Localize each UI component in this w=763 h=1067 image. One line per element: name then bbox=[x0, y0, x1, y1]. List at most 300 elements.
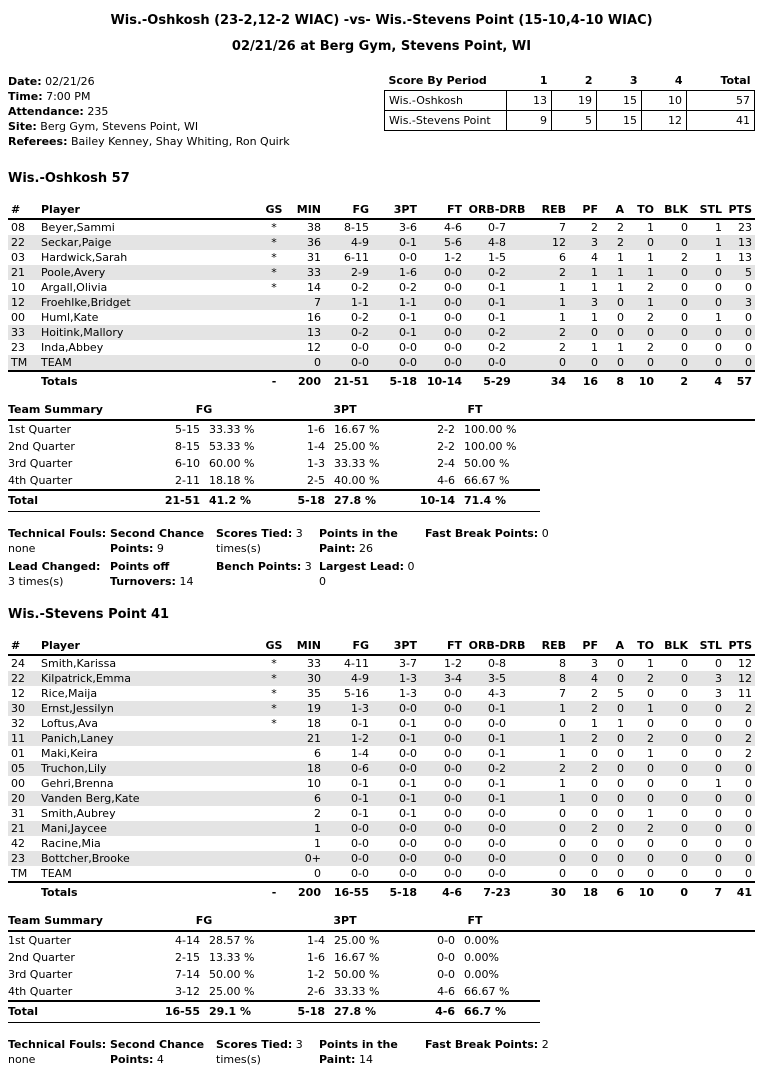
cell: 11 bbox=[11, 732, 25, 745]
cell: 21 bbox=[307, 732, 321, 745]
cell: 1 bbox=[647, 266, 654, 279]
cell: 25.00 % bbox=[334, 934, 380, 947]
table-row bbox=[8, 671, 755, 686]
cell: 2 bbox=[559, 326, 566, 339]
cell: 0-1 bbox=[399, 732, 417, 745]
summary-spacer bbox=[540, 401, 755, 420]
cell: 0-1 bbox=[488, 777, 506, 790]
cell: 0 bbox=[559, 807, 566, 820]
cell: 0-2 bbox=[488, 266, 506, 279]
column-header: MIN bbox=[289, 638, 324, 655]
column-header: BLK bbox=[657, 638, 691, 655]
cell: 10 bbox=[627, 371, 657, 389]
table-row bbox=[8, 219, 755, 235]
cell: 0 bbox=[715, 341, 722, 354]
cell: 0 bbox=[715, 852, 722, 865]
stat-label: Scores Tied: bbox=[216, 527, 293, 540]
score-table-header-row bbox=[385, 72, 755, 91]
cell: 1 bbox=[715, 251, 722, 264]
cell: 5 bbox=[617, 687, 624, 700]
cell: 1-2 bbox=[351, 732, 369, 745]
stat-value: 3 times(s) bbox=[8, 575, 64, 588]
cell: 0 bbox=[681, 236, 688, 249]
column-header: 4 bbox=[674, 74, 683, 87]
table-row bbox=[8, 776, 755, 791]
cell: 1 bbox=[559, 311, 566, 324]
cell: 31 bbox=[307, 251, 321, 264]
cell: 0 bbox=[681, 867, 688, 880]
cell: 0 bbox=[745, 356, 752, 369]
cell bbox=[8, 371, 38, 389]
stat-value: Bailey Kenney, Shay Whiting, Ron Quirk bbox=[67, 135, 290, 148]
cell: 12 bbox=[11, 687, 25, 700]
cell: 0-1 bbox=[488, 747, 506, 760]
cell: 1 bbox=[314, 822, 321, 835]
cell: 1 bbox=[591, 341, 598, 354]
cell: 0 bbox=[745, 792, 752, 805]
cell: 1 bbox=[559, 702, 566, 715]
cell: 0-0 bbox=[444, 687, 462, 700]
cell: 0 bbox=[647, 777, 654, 790]
cell: Poole,Avery bbox=[41, 266, 106, 279]
cell: 0 bbox=[617, 296, 624, 309]
cell: 0 bbox=[745, 326, 752, 339]
cell: 0 bbox=[657, 882, 691, 900]
cell: 0 bbox=[647, 852, 654, 865]
cell: 21 bbox=[11, 822, 25, 835]
cell: 4 bbox=[591, 672, 598, 685]
cell: 2-11 bbox=[175, 474, 200, 487]
cell: 0 bbox=[681, 221, 688, 234]
cell bbox=[259, 806, 289, 821]
cell: 4 bbox=[591, 251, 598, 264]
cell: 3 bbox=[591, 296, 598, 309]
cell: 0-0 bbox=[444, 762, 462, 775]
cell: 2 bbox=[657, 371, 691, 389]
cell: 4-9 bbox=[351, 236, 369, 249]
cell: 24 bbox=[11, 657, 25, 670]
table-row bbox=[8, 949, 755, 966]
cell: 0-1 bbox=[488, 281, 506, 294]
cell: 100.00 % bbox=[464, 423, 517, 436]
cell: 0 bbox=[647, 762, 654, 775]
cell: 4 bbox=[691, 371, 725, 389]
table-row bbox=[8, 371, 755, 389]
cell: 0 bbox=[715, 281, 722, 294]
cell: 0 bbox=[617, 852, 624, 865]
table-row bbox=[385, 111, 755, 131]
cell: 0-2 bbox=[488, 762, 506, 775]
cell: 2-15 bbox=[175, 951, 200, 964]
stat-value: 7:00 PM bbox=[42, 90, 91, 103]
cell: 0-0 bbox=[444, 852, 462, 865]
column-header: MIN bbox=[289, 202, 324, 219]
column-header: ORB-DRB bbox=[465, 638, 529, 655]
table-row bbox=[8, 420, 755, 438]
cell: 3-12 bbox=[175, 985, 200, 998]
cell: 5-29 bbox=[465, 371, 529, 389]
table-row bbox=[8, 265, 755, 280]
cell bbox=[259, 776, 289, 791]
cell: 8-15 bbox=[344, 221, 369, 234]
cell: 0 bbox=[745, 311, 752, 324]
cell: 50.00 % bbox=[464, 457, 510, 470]
cell bbox=[259, 340, 289, 355]
stat-label: Lead Changed: bbox=[8, 560, 101, 573]
cell: Racine,Mia bbox=[41, 837, 101, 850]
cell: 0 bbox=[647, 837, 654, 850]
cell: 1-6 bbox=[307, 423, 326, 436]
cell: Kilpatrick,Emma bbox=[41, 672, 131, 685]
stat-label: Fast Break Points: bbox=[425, 527, 539, 540]
cell: Seckar,Paige bbox=[41, 236, 112, 249]
cell: 11 bbox=[738, 687, 752, 700]
cell: 16-55 bbox=[128, 1001, 200, 1023]
cell: 0 bbox=[617, 792, 624, 805]
cell: 0 bbox=[617, 672, 624, 685]
cell: 1 bbox=[647, 657, 654, 670]
column-header: Player bbox=[38, 202, 259, 219]
cell: 3 bbox=[591, 236, 598, 249]
cell: 2 bbox=[647, 341, 654, 354]
cell: 5-16 bbox=[344, 687, 369, 700]
cell: 7-14 bbox=[175, 968, 200, 981]
cell: 8-15 bbox=[175, 440, 200, 453]
cell: 2nd Quarter bbox=[8, 440, 75, 453]
cell: 0 bbox=[681, 732, 688, 745]
cell: 7-23 bbox=[465, 882, 529, 900]
stat-item bbox=[319, 1037, 423, 1067]
summary-header-row bbox=[8, 912, 755, 931]
cell: 2 bbox=[647, 822, 654, 835]
cell: 0-0 bbox=[437, 934, 456, 947]
cell: 12 bbox=[552, 236, 566, 249]
cell: 2-4 bbox=[437, 457, 456, 470]
cell: 1-1 bbox=[351, 296, 369, 309]
cell: 1-6 bbox=[307, 951, 326, 964]
cell: 0 bbox=[559, 867, 566, 880]
column-header: GS bbox=[259, 202, 289, 219]
cell bbox=[259, 295, 289, 310]
cell: 0-1 bbox=[351, 792, 369, 805]
cell: 0-0 bbox=[444, 311, 462, 324]
cell: Wis.-Oshkosh bbox=[385, 91, 507, 111]
cell: 05 bbox=[11, 762, 25, 775]
column-header: # bbox=[8, 638, 38, 655]
cell: 0 bbox=[745, 777, 752, 790]
table-row bbox=[8, 686, 755, 701]
cell: 2 bbox=[647, 311, 654, 324]
cell: 1 bbox=[715, 236, 722, 249]
cell: 12 bbox=[11, 296, 25, 309]
cell: 2 bbox=[591, 702, 598, 715]
stats-row-2 bbox=[8, 559, 755, 589]
cell: 0 bbox=[681, 702, 688, 715]
table-row bbox=[8, 325, 755, 340]
table-row bbox=[8, 355, 755, 371]
cell bbox=[259, 746, 289, 761]
cell: 1-4 bbox=[307, 440, 326, 453]
cell: 31 bbox=[11, 807, 25, 820]
cell: 66.7 % bbox=[455, 1001, 540, 1023]
cell: 34 bbox=[529, 371, 569, 389]
cell: 0-1 bbox=[399, 792, 417, 805]
cell: 0 bbox=[681, 356, 688, 369]
cell: 2 bbox=[745, 732, 752, 745]
cell: 0-0 bbox=[488, 852, 506, 865]
cell: 3 bbox=[591, 657, 598, 670]
cell: 10 bbox=[11, 281, 25, 294]
cell: 12 bbox=[642, 111, 687, 131]
cell: 4th Quarter bbox=[8, 985, 73, 998]
table-row bbox=[8, 983, 755, 1001]
cell: 6-10 bbox=[175, 457, 200, 470]
cell: Hardwick,Sarah bbox=[41, 251, 128, 264]
cell: Maki,Keira bbox=[41, 747, 98, 760]
stat-item bbox=[8, 104, 290, 119]
cell: 0-0 bbox=[399, 702, 417, 715]
cell: 0 bbox=[681, 837, 688, 850]
cell: 2 bbox=[591, 762, 598, 775]
cell: 2 bbox=[745, 747, 752, 760]
stat-item bbox=[110, 559, 214, 589]
cell: 1 bbox=[647, 296, 654, 309]
cell: 0-1 bbox=[399, 777, 417, 790]
cell: 1 bbox=[715, 221, 722, 234]
cell: 13 bbox=[507, 91, 552, 111]
cell: 16.67 % bbox=[334, 951, 380, 964]
cell: 0-0 bbox=[444, 281, 462, 294]
cell: 0 bbox=[591, 867, 598, 880]
cell: 0-0 bbox=[351, 341, 369, 354]
cell: - bbox=[259, 371, 289, 389]
stat-item bbox=[319, 559, 423, 589]
cell: 50.00 % bbox=[334, 968, 380, 981]
cell: 1 bbox=[617, 281, 624, 294]
cell: Bottcher,Brooke bbox=[41, 852, 130, 865]
table-row bbox=[8, 821, 755, 836]
box-table-body bbox=[8, 655, 755, 900]
stat-item bbox=[8, 526, 108, 556]
column-header: 3 bbox=[629, 74, 638, 87]
team-summary-table bbox=[8, 912, 755, 1023]
cell: 1 bbox=[715, 311, 722, 324]
cell: Totals bbox=[38, 882, 259, 900]
cell: 2 bbox=[647, 672, 654, 685]
team-stats-footer bbox=[8, 1037, 755, 1067]
cell: 23 bbox=[11, 852, 25, 865]
cell: 0 bbox=[681, 852, 688, 865]
cell: 0-0 bbox=[488, 356, 506, 369]
cell: 0-0 bbox=[488, 717, 506, 730]
cell: 1-4 bbox=[351, 747, 369, 760]
cell: Froehlke,Bridget bbox=[41, 296, 131, 309]
cell: 12 bbox=[738, 672, 752, 685]
cell: 0-0 bbox=[399, 837, 417, 850]
cell: 0 bbox=[559, 837, 566, 850]
team-section-stevens-point bbox=[8, 607, 755, 1067]
cell: 0-0 bbox=[488, 867, 506, 880]
cell: 1-2 bbox=[444, 251, 462, 264]
cell: 0 bbox=[681, 672, 688, 685]
table-row bbox=[8, 791, 755, 806]
cell: 27.8 % bbox=[325, 490, 410, 512]
cell: 1 bbox=[591, 311, 598, 324]
table-row bbox=[8, 731, 755, 746]
score-table-body bbox=[385, 91, 755, 131]
cell: 10 bbox=[307, 777, 321, 790]
table-row bbox=[8, 866, 755, 882]
summary-table-head bbox=[8, 912, 755, 931]
cell: Total bbox=[8, 1001, 128, 1023]
table-row bbox=[8, 455, 755, 472]
cell: 0 bbox=[715, 792, 722, 805]
cell: 0-0 bbox=[399, 341, 417, 354]
cell: 0-0 bbox=[444, 356, 462, 369]
cell: 40.00 % bbox=[334, 474, 380, 487]
cell: 0 bbox=[681, 281, 688, 294]
cell: 1 bbox=[617, 717, 624, 730]
cell: 2-9 bbox=[351, 266, 369, 279]
cell: 0 bbox=[681, 717, 688, 730]
cell: 00 bbox=[11, 311, 25, 324]
cell bbox=[259, 836, 289, 851]
cell: 2 bbox=[647, 281, 654, 294]
stat-label: Points in the Paint: bbox=[319, 1038, 398, 1066]
cell: 33.33 % bbox=[334, 457, 380, 470]
cell: 25.00 % bbox=[209, 985, 255, 998]
cell: Vanden Berg,Kate bbox=[41, 792, 140, 805]
cell: 13 bbox=[738, 236, 752, 249]
column-header: PF bbox=[569, 202, 601, 219]
cell bbox=[259, 731, 289, 746]
cell: * bbox=[271, 221, 277, 234]
cell bbox=[259, 821, 289, 836]
game-info-list bbox=[8, 72, 290, 149]
cell: 23 bbox=[738, 221, 752, 234]
table-row bbox=[8, 716, 755, 731]
cell: 0-0 bbox=[444, 792, 462, 805]
cell: 0-1 bbox=[488, 311, 506, 324]
cell: 0 bbox=[745, 717, 752, 730]
cell: 0 bbox=[647, 717, 654, 730]
cell: 0 bbox=[591, 807, 598, 820]
cell: Total bbox=[8, 490, 128, 512]
cell: 8 bbox=[601, 371, 627, 389]
cell: 53.33 % bbox=[209, 440, 255, 453]
summary-3pt-header: 3PT bbox=[280, 912, 410, 931]
stat-value: Berg Gym, Stevens Point, WI bbox=[36, 120, 199, 133]
cell: 29.1 % bbox=[200, 1001, 280, 1023]
cell: 0 bbox=[715, 762, 722, 775]
cell: 41 bbox=[687, 111, 755, 131]
cell: 0-1 bbox=[351, 807, 369, 820]
cell: 41.2 % bbox=[200, 490, 280, 512]
cell: 2 bbox=[591, 822, 598, 835]
column-header: PF bbox=[569, 638, 601, 655]
cell: 0 bbox=[745, 281, 752, 294]
cell: 1 bbox=[559, 792, 566, 805]
stat-label: Points off Turnovers: bbox=[110, 560, 176, 588]
cell: 1 bbox=[559, 777, 566, 790]
cell: 0 bbox=[617, 311, 624, 324]
cell: 3 bbox=[715, 672, 722, 685]
cell: 2 bbox=[559, 266, 566, 279]
game-header-section bbox=[8, 72, 755, 149]
column-header: ORB-DRB bbox=[465, 202, 529, 219]
column-header: 1 bbox=[539, 74, 548, 87]
cell: 0 bbox=[617, 747, 624, 760]
cell: 0 bbox=[617, 837, 624, 850]
table-row bbox=[8, 235, 755, 250]
cell: 25.00 % bbox=[334, 440, 380, 453]
cell: 0-1 bbox=[399, 807, 417, 820]
column-header: A bbox=[601, 638, 627, 655]
box-table-head bbox=[8, 202, 755, 219]
cell: Mani,Jaycee bbox=[41, 822, 107, 835]
box-score-table bbox=[8, 202, 755, 389]
cell: TEAM bbox=[41, 356, 72, 369]
cell bbox=[259, 310, 289, 325]
cell: 0-0 bbox=[444, 747, 462, 760]
cell: 200 bbox=[289, 371, 324, 389]
cell: * bbox=[271, 236, 277, 249]
cell: 0+ bbox=[304, 852, 321, 865]
column-header: # bbox=[8, 202, 38, 219]
cell: 0-1 bbox=[488, 732, 506, 745]
cell: Gehri,Brenna bbox=[41, 777, 114, 790]
cell: 0 bbox=[681, 341, 688, 354]
column-header: PTS bbox=[725, 202, 755, 219]
cell: 1-5 bbox=[488, 251, 506, 264]
cell: Beyer,Sammi bbox=[41, 221, 115, 234]
column-header: 3PT bbox=[372, 202, 420, 219]
cell: 2 bbox=[591, 732, 598, 745]
box-table-header-row bbox=[8, 202, 755, 219]
cell: 0 bbox=[647, 687, 654, 700]
cell: 0-7 bbox=[488, 221, 506, 234]
stat-value: 0 0 bbox=[319, 560, 415, 588]
matchup-title: Wis.-Oshkosh (23-2,12-2 WIAC) -vs- Wis.-Stevens Point (15-10,4-10 WIAC) bbox=[110, 13, 653, 28]
cell: 0 bbox=[715, 266, 722, 279]
stat-item bbox=[8, 89, 290, 104]
cell: * bbox=[271, 672, 277, 685]
cell: 42 bbox=[11, 837, 25, 850]
cell: 4-9 bbox=[351, 672, 369, 685]
box-table-header-row bbox=[8, 638, 755, 655]
stat-label: Scores Tied: bbox=[216, 1038, 293, 1051]
cell: 0 bbox=[681, 822, 688, 835]
cell: 5-15 bbox=[175, 423, 200, 436]
cell: 5 bbox=[745, 266, 752, 279]
box-table-body bbox=[8, 219, 755, 389]
cell bbox=[8, 882, 38, 900]
cell: 16-55 bbox=[324, 882, 372, 900]
cell: 2 bbox=[559, 762, 566, 775]
cell: 1-3 bbox=[399, 687, 417, 700]
cell: 7 bbox=[559, 221, 566, 234]
cell: 4-3 bbox=[488, 687, 506, 700]
cell: 0 bbox=[617, 702, 624, 715]
cell: 0-1 bbox=[488, 792, 506, 805]
stats-row-1 bbox=[8, 526, 755, 556]
cell: 0-0 bbox=[444, 266, 462, 279]
cell: 0 bbox=[617, 356, 624, 369]
cell bbox=[259, 866, 289, 882]
cell: Panich,Laney bbox=[41, 732, 114, 745]
cell: 1 bbox=[617, 251, 624, 264]
cell: 0 bbox=[715, 867, 722, 880]
